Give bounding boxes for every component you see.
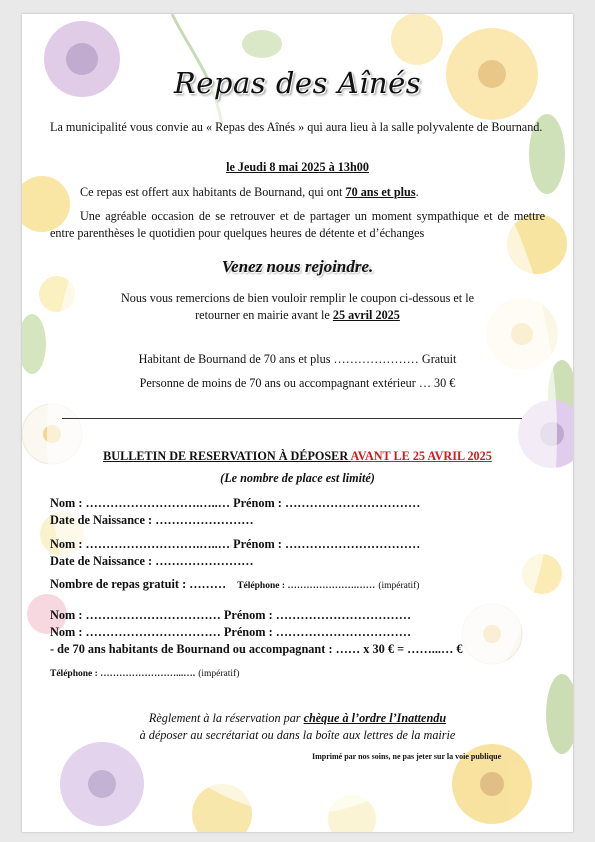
offer-end: .: [415, 185, 419, 199]
price-line-paid: Personne de moins de 70 ans ou accompagnant extérieur … 30 €: [139, 376, 456, 390]
offer-age: 70 ans et plus: [345, 185, 416, 199]
flower-shape: [391, 14, 443, 65]
thanks-date: 25 avril 2025: [332, 308, 400, 322]
flower-shape: [480, 772, 504, 796]
naissance-field-1[interactable]: Date de Naissance : ……………………: [50, 513, 254, 527]
nom-prenom-field-1[interactable]: Nom : ……………………….…..… Prénom : ……………………………: [50, 496, 421, 510]
thanks-text: retourner en mairie avant le: [195, 308, 333, 322]
intro-paragraph: La municipalité vous convie au « Repas des Aînés » qui aura lieu à la salle polyvalente de Bournand.: [50, 120, 543, 134]
reglement-cheque: chèque à l’ordre l’Inattendu: [303, 711, 447, 725]
occasion-paragraph: Une agréable occasion de se retrouver et de partager un moment sympathique et de mettre entre parenthèses le quotidien pour quelques heures de détente et d’échanges: [50, 209, 545, 240]
repas-gratuit-row: [50, 576, 419, 595]
cut-line-divider: [62, 418, 522, 419]
form-subtitle: (Le nombre de place est limité): [220, 471, 375, 485]
nom-prenom-field-4[interactable]: Nom : …………………………… Prénom : ……………………………: [50, 625, 412, 639]
form-heading: [22, 448, 573, 465]
offer-text: Ce repas est offert aux habitants de Bournand, qui ont: [80, 185, 346, 199]
offer-line: [80, 184, 550, 201]
form-heading-text: BULLETIN DE RESERVATION À DÉPOSER: [103, 449, 351, 463]
telephone-field-2[interactable]: Téléphone : ……………………...….: [50, 669, 196, 679]
reglement-text: Règlement à la réservation par: [148, 711, 304, 725]
imperatif-note-2: (impératif): [198, 669, 240, 679]
thanks-line-1: Nous vous remercions de bien vouloir remplir le coupon ci-dessous et le: [120, 291, 474, 305]
telephone-field-1[interactable]: Téléphone : ………………….……: [237, 581, 376, 591]
page-title: Repas des Aînés: [173, 66, 422, 100]
depot-line: à déposer au secrétariat ou dans la boîte aux lettres de la mairie: [139, 728, 456, 742]
moins-70-field[interactable]: - de 70 ans habitants de Bournand ou accompagnant : …… x 30 € = ……...… €: [50, 642, 463, 656]
imperatif-note-1: (impératif): [378, 581, 420, 591]
event-date: le Jeudi 8 mai 2025 à 13h00: [226, 160, 369, 174]
venez-heading: Venez nous rejoindre.: [221, 257, 374, 276]
thanks-line-2: [22, 307, 573, 324]
leaf-shape: [242, 30, 282, 58]
price-line-free: Habitant de Bournand de 70 ans et plus ………………… Gratuit: [138, 352, 457, 366]
imprime-note: Imprimé par nos soins, ne pas jeter sur la voie publique: [312, 752, 502, 761]
form-heading-deadline: AVANT LE 25 AVRIL 2025: [350, 449, 492, 463]
nom-prenom-field-2[interactable]: Nom : ……………………….…..… Prénom : ……………………………: [50, 537, 421, 551]
flyer-page: [22, 14, 573, 832]
repas-gratuit-field[interactable]: Nombre de repas gratuit : ………: [50, 577, 227, 591]
naissance-field-2[interactable]: Date de Naissance : ……………………: [50, 554, 254, 568]
reglement-line: [22, 710, 573, 727]
flower-shape: [88, 770, 116, 798]
telephone-row-2: [50, 664, 239, 683]
nom-prenom-field-3[interactable]: Nom : …………………………… Prénom : ……………………………: [50, 608, 412, 622]
